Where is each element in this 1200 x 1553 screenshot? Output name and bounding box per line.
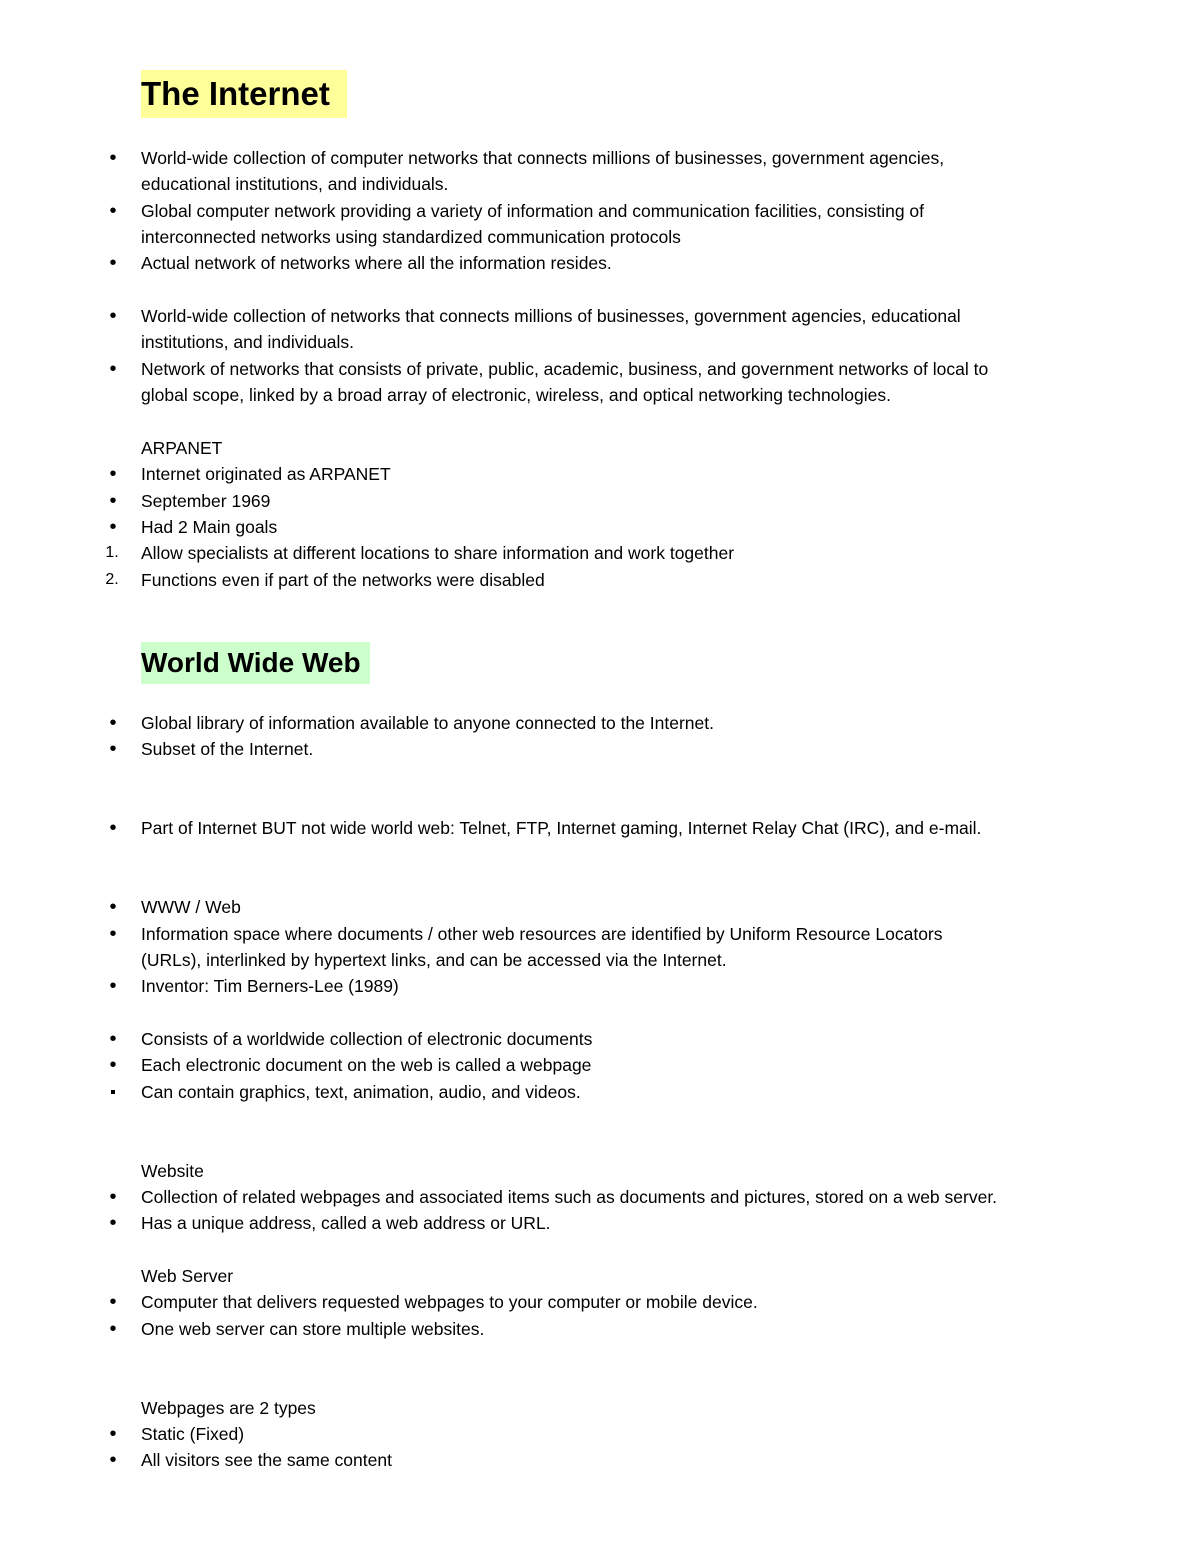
list-item-text: Information space where documents / other web resources are identified by Uniform Resource Locators: [141, 924, 943, 944]
list-item-text: September 1969: [141, 491, 271, 511]
list-item-text: Has a unique address, called a web address or URL.: [141, 1213, 551, 1233]
list-item-text: World-wide collection of computer networks that connects millions of businesses, government agencies,: [141, 148, 945, 168]
list-item-continuation: interconnected networks using standardized communication protocols: [141, 227, 681, 247]
list-item: [141, 815, 1131, 841]
list-item: [141, 921, 1131, 947]
list-item: [141, 198, 1131, 224]
list-item: [141, 1447, 1131, 1473]
list-item-text: Consists of a worldwide collection of electronic documents: [141, 1029, 593, 1049]
bullet-icon: [104, 303, 122, 329]
list-item: [141, 1026, 1131, 1052]
list-item-text: World-wide collection of networks that connects millions of businesses, government agencies, educational: [141, 306, 961, 326]
subheading-arpanet: ARPANET: [141, 438, 223, 458]
list-item: [141, 145, 1131, 171]
list-item: [141, 303, 1131, 329]
bullet-icon: [104, 736, 122, 762]
list-item: [141, 514, 1131, 540]
list-item-text: Had 2 Main goals: [141, 517, 278, 537]
bullet-icon: [104, 894, 122, 920]
bullet-icon: [104, 921, 122, 947]
list-item: [141, 1079, 1131, 1105]
bullet-icon: [104, 356, 122, 382]
list-item-text: Can contain graphics, text, animation, audio, and videos.: [141, 1082, 581, 1102]
list-item-text: Internet originated as ARPANET: [141, 464, 391, 484]
bullet-icon: [104, 1210, 122, 1236]
subheading-website: Website: [141, 1161, 204, 1181]
list-item-text: Computer that delivers requested webpages to your computer or mobile device.: [141, 1292, 758, 1312]
list-item: [141, 736, 1131, 762]
subheading-webpage-types: Webpages are 2 types: [141, 1398, 316, 1418]
list-item: [141, 1184, 1131, 1210]
list-item: [141, 1210, 1131, 1236]
bullet-icon: [104, 1421, 122, 1447]
list-item-continuation: (URLs), interlinked by hypertext links, and can be accessed via the Internet.: [141, 950, 727, 970]
bullet-icon: [104, 1026, 122, 1052]
list-item: [141, 488, 1131, 514]
list-item-text: One web server can store multiple websites.: [141, 1319, 485, 1339]
list-item-text: Global computer network providing a variety of information and communication facilities, consisting of: [141, 201, 925, 221]
list-item-text: Actual network of networks where all the information resides.: [141, 253, 612, 273]
bullet-icon: [104, 461, 122, 487]
list-number: 2.: [105, 571, 119, 588]
list-item-text: Network of networks that consists of private, public, academic, business, and government networks of local to: [141, 359, 989, 379]
list-item-text: Collection of related webpages and associated items such as documents and pictures, stored on a web server.: [141, 1187, 998, 1207]
list-number: 1.: [105, 544, 119, 561]
square-bullet-icon: [104, 1079, 122, 1105]
subheading-web-server: Web Server: [141, 1266, 234, 1286]
bullet-icon: [104, 1289, 122, 1315]
list-item-continuation: educational institutions, and individuals.: [141, 174, 449, 194]
internet-heading: The Internet: [141, 70, 347, 118]
bullet-icon: [104, 250, 122, 276]
list-item-text: Each electronic document on the web is called a webpage: [141, 1055, 592, 1075]
list-item: [141, 1289, 1131, 1315]
list-item: [141, 1052, 1131, 1078]
list-item-text: WWW / Web: [141, 897, 241, 917]
list-item: [141, 461, 1131, 487]
list-item-text: All visitors see the same content: [141, 1450, 392, 1470]
list-item-text: Allow specialists at different locations to share information and work together: [141, 543, 735, 563]
bullet-icon: [104, 145, 122, 171]
bullet-icon: [104, 1316, 122, 1342]
numbered-item: [105, 567, 1131, 593]
bullet-icon: [104, 198, 122, 224]
bullet-icon: [104, 815, 122, 841]
list-item-text: Global library of information available to anyone connected to the Internet.: [141, 713, 714, 733]
bullet-icon: [104, 488, 122, 514]
list-item-text: Part of Internet BUT not wide world web: Telnet, FTP, Internet gaming, Internet Relay Chat (IRC), and e-mail.: [141, 818, 982, 838]
numbered-item: [105, 540, 1131, 566]
list-item-text: Inventor: Tim Berners-Lee (1989): [141, 976, 399, 996]
list-item: [141, 710, 1131, 736]
bullet-icon: [104, 514, 122, 540]
www-heading: World Wide Web: [141, 642, 370, 684]
bullet-icon: [104, 1184, 122, 1210]
list-item: [141, 1316, 1131, 1342]
list-item: [141, 973, 1131, 999]
list-item: [141, 250, 1131, 276]
list-item-text: Functions even if part of the networks were disabled: [141, 570, 545, 590]
bullet-icon: [104, 973, 122, 999]
list-item: [141, 894, 1131, 920]
bullet-icon: [104, 1052, 122, 1078]
list-item-continuation: global scope, linked by a broad array of electronic, wireless, and optical networking technologies.: [141, 385, 892, 405]
list-item-continuation: institutions, and individuals.: [141, 332, 355, 352]
bullet-icon: [104, 710, 122, 736]
list-item-text: Static (Fixed): [141, 1424, 245, 1444]
bullet-icon: [104, 1447, 122, 1473]
list-item: [141, 356, 1131, 382]
list-item-text: Subset of the Internet.: [141, 739, 314, 759]
list-item: [141, 1421, 1131, 1447]
